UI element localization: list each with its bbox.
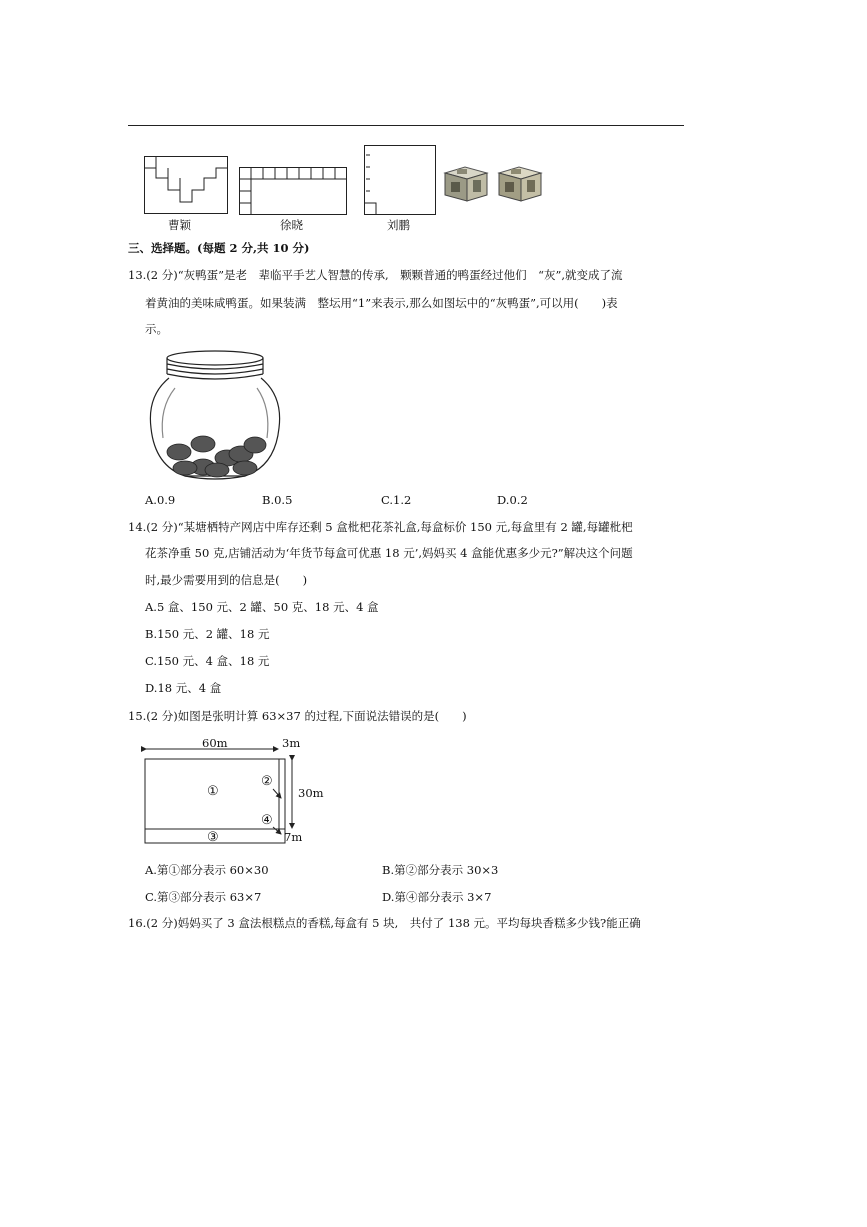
diagram-region-2: ②: [261, 774, 273, 789]
q14-line2: 花茶净重 50 克,店铺活动为‘年货节每盒可优惠 18 元’,妈妈买 4 盒能优惠多少元?”解决这个问题: [145, 546, 633, 560]
q14-option-a: A.5 盒、150 元、2 罐、50 克、18 元、4 盒: [145, 600, 379, 614]
q13-option-a: A.0.9: [145, 493, 176, 507]
section-title: 三、选择题。(每题 2 分,共 10 分): [128, 241, 310, 255]
diagram-region-1: ①: [207, 784, 219, 799]
q13-option-d: D.0.2: [497, 493, 528, 507]
photo-cube-1: [443, 165, 489, 203]
q16-line1: 16.(2 分)妈妈买了 3 盒法根糕点的香糕,每盒有 5 块, 共付了 138 元。平均每块香糕多少钱?能正确: [128, 916, 641, 930]
q13-line3: 示。: [145, 322, 168, 336]
q13-line1: 13.(2 分)“灰鸭蛋”是老 辈临平手艺人智慧的传承, 颗颗普通的鸭蛋经过他们 “灰”,就变成了流: [128, 268, 623, 282]
q15-stem: 15.(2 分)如图是张明计算 63×37 的过程,下面说法错误的是( ): [128, 709, 467, 723]
figure-label-xuxiao: 徐晓: [280, 218, 303, 232]
jar-illustration: [145, 348, 285, 480]
diagram-label-3m: 3m: [282, 736, 301, 750]
diagram-region-3: ③: [207, 830, 219, 845]
q14-line1: 14.(2 分)“某塘栖特产网店中库存还剩 5 盒枇杷花茶礼盒,每盒标价 150 元,每盒里有 2 罐,每罐枇杷: [128, 520, 633, 534]
q14-line3: 时,最少需要用到的信息是( ): [145, 573, 308, 587]
grid-figure-liupeng: [364, 145, 436, 215]
q13-option-c: C.1.2: [381, 493, 412, 507]
header-rule: [128, 125, 684, 126]
q13-line2: 着黄油的美味咸鸭蛋。如果装满 整坛用“1”来表示,那么如图坛中的“灰鸭蛋”,可以用( )表: [145, 296, 618, 310]
q15-option-a: A.第①部分表示 60×30: [145, 863, 269, 877]
q14-option-d: D.18 元、4 盒: [145, 681, 222, 695]
q15-option-c: C.第③部分表示 63×7: [145, 890, 262, 904]
diagram-label-30m: 30m: [298, 786, 324, 800]
figure-label-liupeng: 刘鹏: [387, 218, 410, 232]
q14-option-c: C.150 元、4 盒、18 元: [145, 654, 270, 668]
q15-option-b: B.第②部分表示 30×3: [382, 863, 499, 877]
grid-figure-xuxiao: [239, 167, 347, 215]
diagram-region-4: ④: [261, 813, 273, 828]
q13-option-b: B.0.5: [262, 493, 293, 507]
diagram-label-60m: 60m: [202, 736, 228, 750]
area-model-diagram: [140, 734, 340, 849]
diagram-label-7m: 7m: [284, 830, 303, 844]
stair-figure-caoying: [144, 156, 228, 214]
q14-option-b: B.150 元、2 罐、18 元: [145, 627, 270, 641]
figure-label-caoying: 曹颖: [168, 218, 191, 232]
photo-cube-2: [497, 165, 543, 203]
q15-option-d: D.第④部分表示 3×7: [382, 890, 492, 904]
